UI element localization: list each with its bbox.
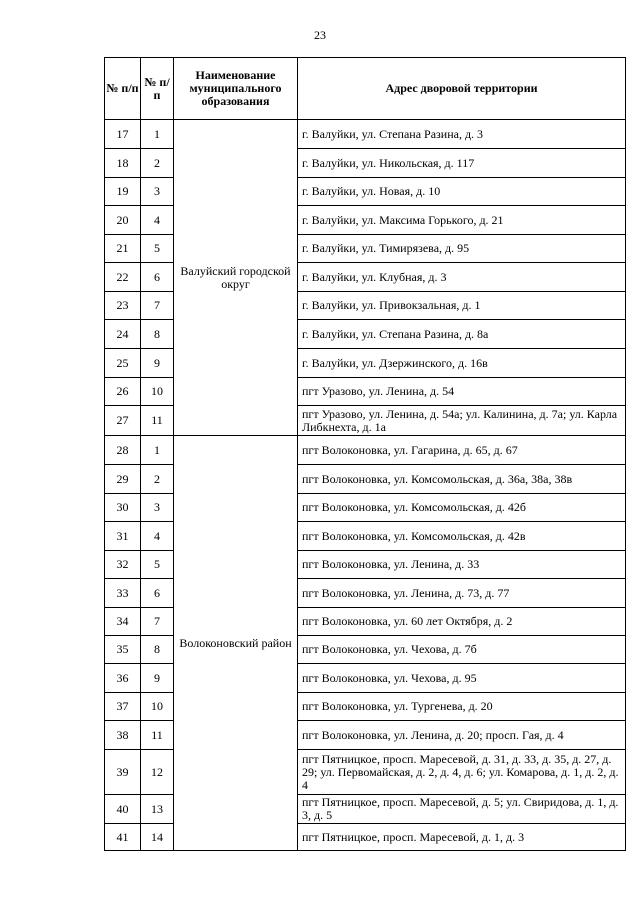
municipality-cell bbox=[174, 120, 298, 436]
sub-number-cell: 4 bbox=[141, 522, 174, 551]
sub-number-cell: 4 bbox=[141, 206, 174, 235]
address-cell: г. Валуйки, ул. Никольская, д. 117 bbox=[298, 149, 626, 178]
row-number-cell: 33 bbox=[105, 579, 141, 608]
sub-number-cell: 2 bbox=[141, 149, 174, 178]
sub-number-cell: 1 bbox=[141, 120, 174, 149]
sub-number-cell: 8 bbox=[141, 320, 174, 349]
row-number-cell: 32 bbox=[105, 551, 141, 579]
sub-number-cell: 3 bbox=[141, 494, 174, 522]
row-number-cell: 34 bbox=[105, 608, 141, 636]
address-cell: г. Валуйки, ул. Новая, д. 10 bbox=[298, 178, 626, 206]
address-cell: пгт Волоконовка, ул. Ленина, д. 73, д. 77 bbox=[298, 579, 626, 608]
row-number-cell: 17 bbox=[105, 120, 141, 149]
row-number-cell: 20 bbox=[105, 206, 141, 235]
table-body bbox=[105, 120, 626, 851]
address-cell: пгт Волоконовка, ул. Комсомольская, д. 42в bbox=[298, 522, 626, 551]
address-cell: г. Валуйки, ул. Тимирязева, д. 95 bbox=[298, 235, 626, 263]
municipality-name: Волоконовский район bbox=[179, 635, 292, 650]
address-cell: пгт Пятницкое, просп. Маресевой, д. 5; ул. Свиридова, д. 1, д. 3, д. 5 bbox=[298, 795, 626, 824]
address-cell: г. Валуйки, ул. Максима Горького, д. 21 bbox=[298, 206, 626, 235]
row-number-cell: 38 bbox=[105, 721, 141, 750]
header-sub-number: № п/п bbox=[141, 58, 174, 120]
address-cell: г. Валуйки, ул. Степана Разина, д. 8а bbox=[298, 320, 626, 349]
sub-number-cell: 6 bbox=[141, 579, 174, 608]
address-cell: пгт Волоконовка, ул. Ленина, д. 20; просп. Гая, д. 4 bbox=[298, 721, 626, 750]
row-number-cell: 27 bbox=[105, 406, 141, 436]
row-number-cell: 28 bbox=[105, 436, 141, 465]
header-row-number: № п/п bbox=[105, 58, 141, 120]
row-number-cell: 37 bbox=[105, 693, 141, 721]
table-row bbox=[105, 436, 626, 465]
row-number-cell: 25 bbox=[105, 349, 141, 378]
row-number-cell: 35 bbox=[105, 636, 141, 664]
row-number-cell: 19 bbox=[105, 178, 141, 206]
row-number-cell: 30 bbox=[105, 494, 141, 522]
row-number-cell: 40 bbox=[105, 795, 141, 824]
courtyard-address-table bbox=[104, 57, 626, 851]
sub-number-cell: 5 bbox=[141, 235, 174, 263]
sub-number-cell: 3 bbox=[141, 178, 174, 206]
address-cell: пгт Уразово, ул. Ленина, д. 54 bbox=[298, 378, 626, 406]
sub-number-cell: 9 bbox=[141, 349, 174, 378]
row-number-cell: 18 bbox=[105, 149, 141, 178]
sub-number-cell: 10 bbox=[141, 693, 174, 721]
row-number-cell: 31 bbox=[105, 522, 141, 551]
row-number-cell: 29 bbox=[105, 465, 141, 494]
page-number: 23 bbox=[314, 28, 326, 42]
sub-number-cell: 10 bbox=[141, 378, 174, 406]
municipality-cell bbox=[174, 436, 298, 851]
address-cell: пгт Пятницкое, просп. Маресевой, д. 1, д. 3 bbox=[298, 824, 626, 851]
row-number-cell: 36 bbox=[105, 664, 141, 693]
address-cell: г. Валуйки, ул. Степана Разина, д. 3 bbox=[298, 120, 626, 149]
sub-number-cell: 13 bbox=[141, 795, 174, 824]
address-cell: г. Валуйки, ул. Привокзальная, д. 1 bbox=[298, 292, 626, 320]
address-cell: пгт Волоконовка, ул. Гагарина, д. 65, д. 67 bbox=[298, 436, 626, 465]
sub-number-cell: 12 bbox=[141, 750, 174, 795]
sub-number-cell: 7 bbox=[141, 292, 174, 320]
address-cell: г. Валуйки, ул. Дзержинского, д. 16в bbox=[298, 349, 626, 378]
address-cell: пгт Волоконовка, ул. Комсомольская, д. 36а, 38а, 38в bbox=[298, 465, 626, 494]
header-address: Адрес дворовой территории bbox=[298, 58, 626, 120]
sub-number-cell: 14 bbox=[141, 824, 174, 851]
row-number-cell: 26 bbox=[105, 378, 141, 406]
row-number-cell: 24 bbox=[105, 320, 141, 349]
address-cell: пгт Волоконовка, ул. Чехова, д. 7б bbox=[298, 636, 626, 664]
address-cell: пгт Волоконовка, ул. Ленина, д. 33 bbox=[298, 551, 626, 579]
sub-number-cell: 11 bbox=[141, 406, 174, 436]
address-cell: г. Валуйки, ул. Клубная, д. 3 bbox=[298, 263, 626, 292]
address-cell: пгт Волоконовка, ул. Комсомольская, д. 42б bbox=[298, 494, 626, 522]
row-number-cell: 22 bbox=[105, 263, 141, 292]
address-cell: пгт Уразово, ул. Ленина, д. 54а; ул. Калинина, д. 7а; ул. Карла Либкнехта, д. 1а bbox=[298, 406, 626, 436]
address-cell: пгт Пятницкое, просп. Маресевой, д. 31, д. 33, д. 35, д. 27, д. 29; ул. Первомайская, д. 2, д. 4, д. 6; ул. Комарова, д. 1, д. 2, д. 4 bbox=[298, 750, 626, 795]
row-number-cell: 23 bbox=[105, 292, 141, 320]
row-number-cell: 41 bbox=[105, 824, 141, 851]
header-row bbox=[105, 58, 626, 120]
sub-number-cell: 11 bbox=[141, 721, 174, 750]
table-row bbox=[105, 120, 626, 149]
sub-number-cell: 5 bbox=[141, 551, 174, 579]
sub-number-cell: 7 bbox=[141, 608, 174, 636]
address-cell: пгт Волоконовка, ул. Тургенева, д. 20 bbox=[298, 693, 626, 721]
sub-number-cell: 8 bbox=[141, 636, 174, 664]
header-municipality: Наименование муниципального образования bbox=[174, 58, 298, 120]
sub-number-cell: 6 bbox=[141, 263, 174, 292]
row-number-cell: 39 bbox=[105, 750, 141, 795]
address-cell: пгт Волоконовка, ул. 60 лет Октября, д. 2 bbox=[298, 608, 626, 636]
row-number-cell: 21 bbox=[105, 235, 141, 263]
address-cell: пгт Волоконовка, ул. Чехова, д. 95 bbox=[298, 664, 626, 693]
sub-number-cell: 2 bbox=[141, 465, 174, 494]
municipality-name: Валуйский городской округ bbox=[180, 263, 291, 291]
sub-number-cell: 9 bbox=[141, 664, 174, 693]
sub-number-cell: 1 bbox=[141, 436, 174, 465]
